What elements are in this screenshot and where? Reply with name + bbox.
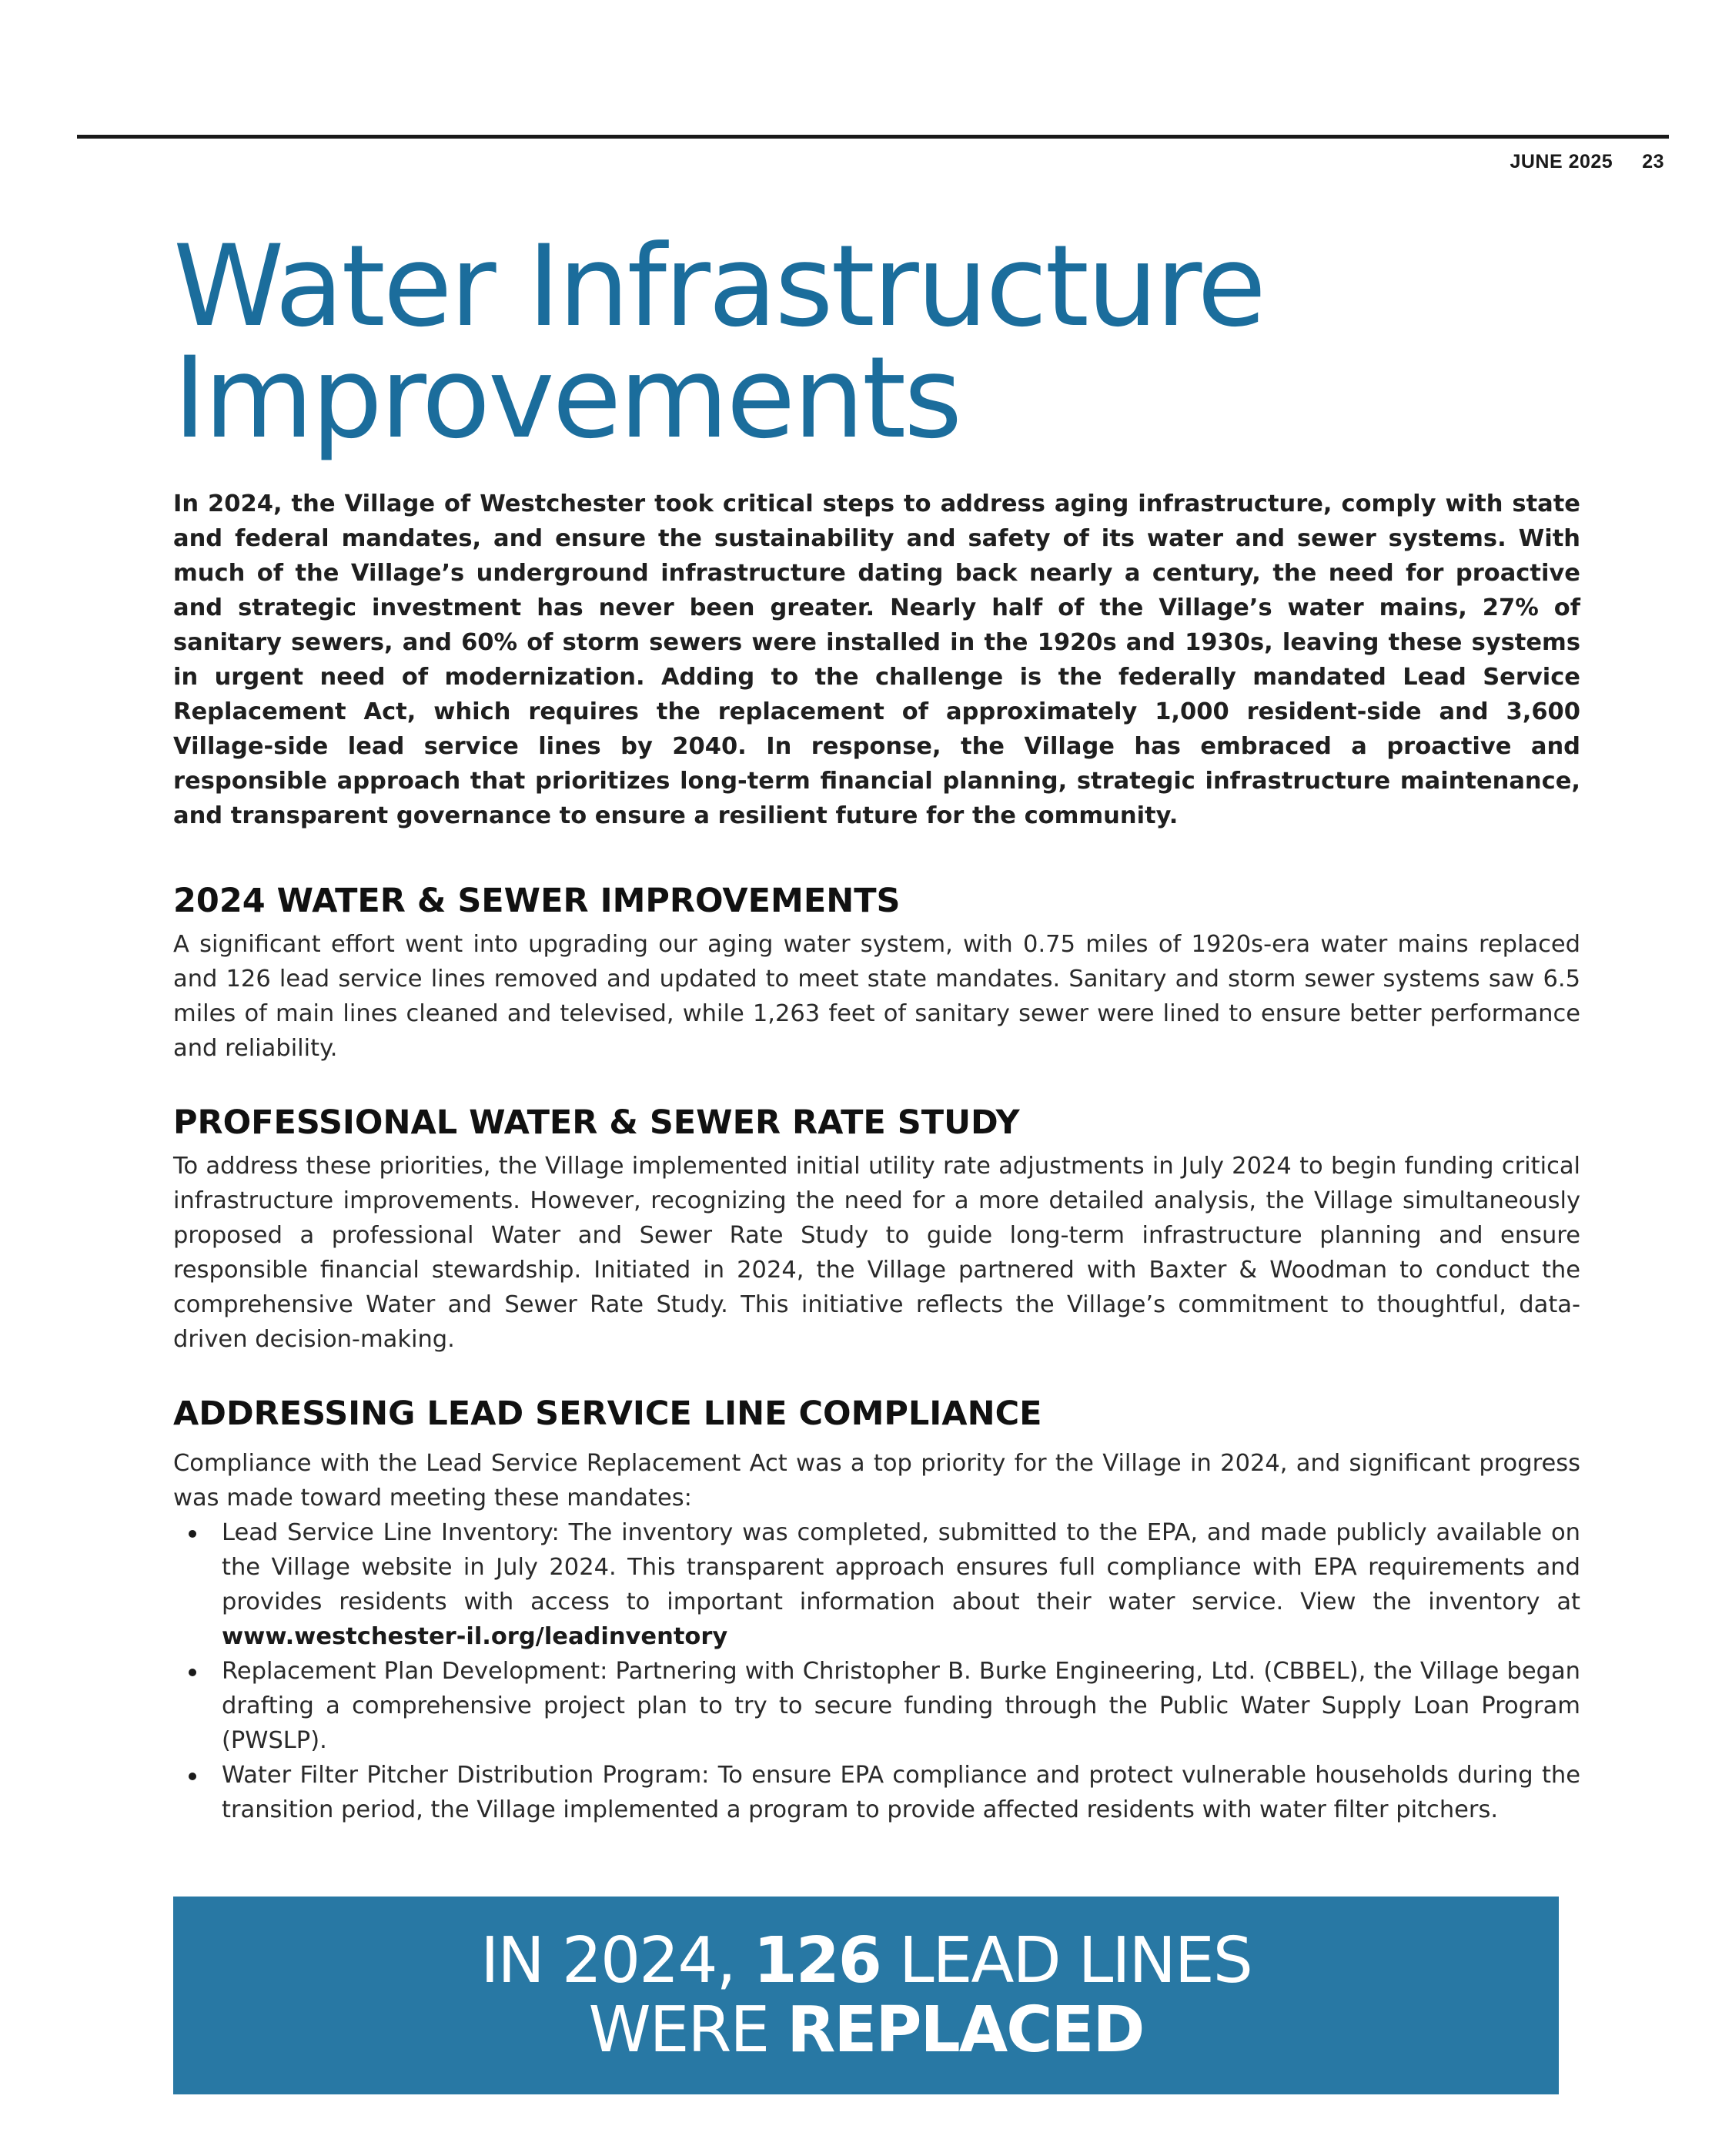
section-body-water-sewer-improvements: A significant effort went into upgrading our aging water system, with 0.75 miles of 1920s-era water mains replaced and 126 lead service lines removed and updated to meet state mandates. Sanitary and storm sewer systems saw 6.5 miles of main lines cleaned and televised, while 1,263 feet of sanitary sewer were lined to ensure better performance and reliability.: [173, 931, 1580, 1062]
highlight-banner: [173, 1897, 1559, 2094]
list-item: [173, 1654, 1580, 1758]
page-title-line-2: Improvements: [173, 333, 961, 464]
page-title: [173, 221, 1580, 464]
page-header: [1510, 151, 1664, 173]
bullet-icon: [189, 1669, 196, 1676]
bullet-text: Lead Service Line Inventory: The inventory was completed, submitted to the EPA, and made publicly available on the Village website in July 2024. This transparent approach ensures full compliance with EPA requirements and provides residents with access to important information about their water service. View the inventory at: [222, 1519, 1580, 1615]
lead-inventory-link[interactable]: www.westchester-il.org/leadinventory: [222, 1623, 728, 1650]
intro-paragraph: In 2024, the Village of Westchester took critical steps to address aging infrastructure, comply with state and federal mandates, and ensure the sustainability and safety of its water and sewer systems. With much of the Village’s underground infrastructure dating back nearly a century, the need for proactive and strategic investment has never been greater. Nearly half of the Village’s water mains, 27% of sanitary sewers, and 60% of storm sewers were installed in the 1920s and 1930s, leaving these systems in urgent need of modernization. Adding to the challenge is the federally mandated Lead Service Replacement Act, which requires the replacement of approximately 1,000 resident-side and 3,600 Village-side lead service lines by 2040. In response, the Village has embraced a proactive and responsible approach that prioritizes long-term financial planning, strategic infrastructure maintenance, and transparent governance to ensure a resilient future for the community.: [173, 490, 1580, 829]
bullet-icon: [189, 1530, 196, 1538]
section-body-lead-compliance: Compliance with the Lead Service Replacement Act was a top priority for the Village in 2024, and significant progress was made toward meeting these mandates:: [173, 1450, 1580, 1512]
issue-date: JUNE 2025: [1510, 151, 1613, 172]
banner-line-1: [173, 1923, 1559, 1997]
list-item: [173, 1758, 1580, 1827]
list-item: [173, 1515, 1580, 1654]
section-heading-water-sewer-improvements: 2024 WATER & SEWER IMPROVEMENTS: [173, 882, 901, 920]
banner-text: LEAD LINES: [880, 1923, 1252, 1997]
section-heading-rate-study: PROFESSIONAL WATER & SEWER RATE STUDY: [173, 1103, 1020, 1142]
bullet-icon: [189, 1773, 196, 1780]
compliance-bullet-list: [173, 1515, 1580, 1827]
header-rule: [77, 135, 1669, 139]
bullet-text: Water Filter Pitcher Distribution Program: To ensure EPA compliance and protect vulnerable households during the transition period, the Village implemented a program to provide affected residents with water filter pitchers.: [222, 1762, 1580, 1823]
banner-line-2: [173, 1993, 1559, 2067]
section-heading-lead-compliance: ADDRESSING LEAD SERVICE LINE COMPLIANCE: [173, 1394, 1042, 1433]
banner-text: IN 2024,: [480, 1923, 754, 1997]
article: [173, 221, 1580, 1827]
page-title-line-1: Water Infrastructure: [173, 221, 1265, 352]
page-number: 23: [1642, 151, 1664, 172]
bullet-text: Replacement Plan Development: Partnering with Christopher B. Burke Engineering, Ltd. (CBBEL), the Village began drafting a comprehensive project plan to try to secure funding through the Public Water Supply Loan Program (PWSLP).: [222, 1658, 1580, 1754]
banner-count: 126: [753, 1923, 881, 1997]
banner-emphasis: REPLACED: [787, 1993, 1144, 2067]
section-body-rate-study: To address these priorities, the Village implemented initial utility rate adjustments in July 2024 to begin funding critical infrastructure improvements. However, recognizing the need for a more detailed analysis, the Village simultaneously proposed a professional Water and Sewer Rate Study to guide long-term infrastructure planning and ensure responsible financial stewardship. Initiated in 2024, the Village partnered with Baxter & Woodman to conduct the comprehensive Water and Sewer Rate Study. This initiative reflects the Village’s commitment to thoughtful, data-driven decision-making.: [173, 1153, 1580, 1353]
banner-text: WERE: [588, 1993, 787, 2067]
